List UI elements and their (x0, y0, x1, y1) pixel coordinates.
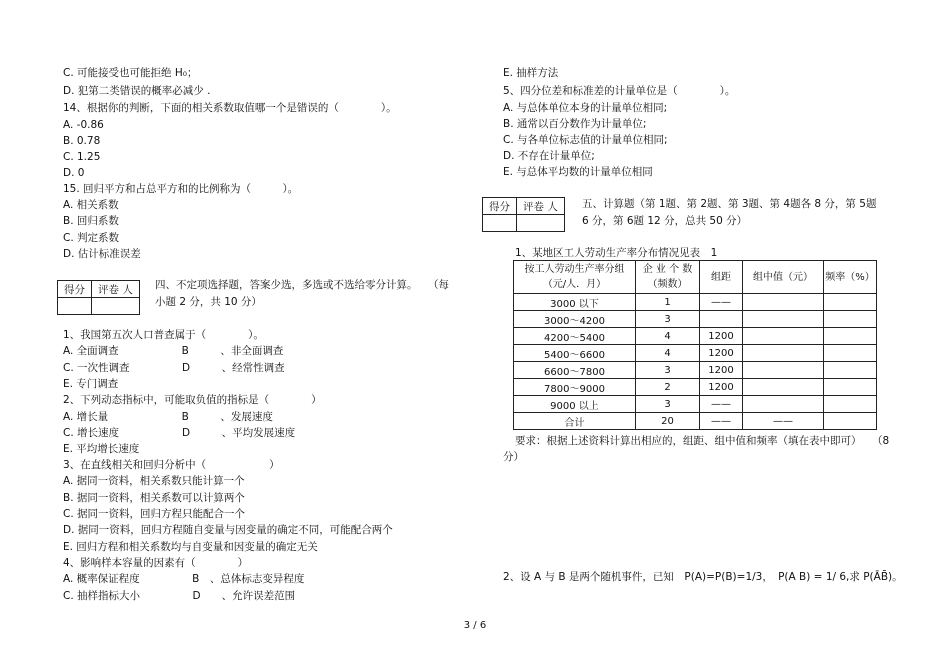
requirement-text: 要求：根据上述资料计算出相应的，组距、组中值和频率（填在表中即可） （8 (515, 435, 890, 447)
cell-group: 4200～5400 (514, 328, 636, 345)
score-cell (483, 215, 517, 232)
cell-group: 3000 以下 (514, 294, 636, 311)
cell-midpoint (743, 379, 824, 396)
option-d: D. 不存在计量单位; (503, 150, 595, 162)
mc-question-5: 5、四分位差和标准差的计量单位是（ ）。 (503, 85, 736, 97)
option-c: C. 判定系数 (63, 232, 120, 244)
option-line: A. 概率保证程度 B 、总体标志变异程度 (63, 573, 305, 585)
cell-midpoint (743, 294, 824, 311)
score-label: 得分 (483, 198, 517, 215)
cell-ratio (824, 311, 877, 328)
option-line: C. 据同一资料，回归方程只能配合一个 (63, 508, 246, 520)
section-4-heading: 四、不定项选择题，答案少选，多选或不选给零分计算。 （每 (155, 279, 449, 291)
cell-midpoint (743, 311, 824, 328)
cell-ratio (824, 345, 877, 362)
option-line: E. 平均增长速度 (63, 443, 140, 455)
option-e: E. 与总体平均数的计量单位相同 (503, 166, 653, 178)
table-row (514, 345, 877, 362)
cell-midpoint (743, 362, 824, 379)
table-row (514, 311, 877, 328)
section-5-heading: 五、计算题（第 1题、第 2题、第 3题、第 4题各 8 分，第 5题 (582, 198, 877, 210)
cell-ratio (824, 413, 877, 430)
cell-interval: 1200 (700, 379, 743, 396)
cell-interval: —— (700, 413, 743, 430)
option-a: A. 与总体单位本身的计量单位相同; (503, 102, 668, 114)
cell-frequency: 1 (636, 294, 700, 311)
question-15: 15. 回归平方和占总平方和的比例称为（ ）。 (63, 183, 299, 195)
mc-question-2: 2、下列动态指标中，可能取负值的指标是（ ） (63, 394, 322, 406)
table-row (514, 396, 877, 413)
option-a: A. 相关系数 (63, 199, 119, 211)
option-c: C. 1.25 (63, 151, 101, 163)
option-e: E. 抽样方法 (503, 67, 559, 79)
productivity-table (513, 260, 877, 430)
option-b: B. 0.78 (63, 135, 101, 147)
requirement-points: 分） (503, 451, 524, 463)
cell-midpoint (743, 328, 824, 345)
option-c: C. 与各单位标志值的计量单位相同; (503, 134, 668, 146)
table-row (514, 362, 877, 379)
cell-midpoint (743, 396, 824, 413)
cell-ratio (824, 396, 877, 413)
cell-ratio (824, 294, 877, 311)
option-line: E. 专门调查 (63, 378, 119, 390)
grader-label: 评卷 人 (92, 281, 140, 298)
header-ratio: 频率（%） (824, 261, 877, 294)
cell-interval: 1200 (700, 345, 743, 362)
cell-ratio (824, 379, 877, 396)
option-b: B. 回归系数 (63, 215, 119, 227)
grader-label: 评卷 人 (517, 198, 565, 215)
section-5-points: 6 分，第 6题 12 分，总共 50 分） (582, 215, 748, 227)
calc-question-2: 2、设 A 与 B 是两个随机事件，已知 P(A)=P(B)=1/3， P(A B) = 1/ 6,求 P(ĀB̄)。 (503, 571, 903, 583)
mc-question-3: 3、在直线相关和回归分析中（ ） (63, 459, 280, 471)
table-row (514, 379, 877, 396)
cell-group: 6600～7800 (514, 362, 636, 379)
header-group: 按工人劳动生产率分组（元/人．月） (514, 261, 636, 294)
header-midpoint: 组中值（元） (743, 261, 824, 294)
option-line: C. 抽样指标大小 D 、允许误差范围 (63, 590, 296, 602)
header-frequency: 企 业 个 数（频数） (636, 261, 700, 294)
cell-frequency: 4 (636, 328, 700, 345)
option-line: C. 一次性调查 D 、经常性调查 (63, 362, 285, 374)
cell-group: 7800～9000 (514, 379, 636, 396)
cell-frequency: 2 (636, 379, 700, 396)
section-4-points: 小题 2 分，共 10 分） (155, 296, 262, 308)
grader-cell (92, 298, 140, 315)
cell-group: 合计 (514, 413, 636, 430)
table-row (514, 328, 877, 345)
cell-group: 5400～6600 (514, 345, 636, 362)
option-d: D. 估计标准误差 (63, 248, 141, 260)
page-number: 3 / 6 (463, 620, 487, 631)
question-14: 14、根据你的判断，下面的相关系数取值哪一个是错误的（ ）。 (63, 102, 397, 114)
cell-interval: —— (700, 294, 743, 311)
option-d: D. 0 (63, 167, 85, 179)
cell-interval: 1200 (700, 362, 743, 379)
table-header-row (514, 261, 877, 294)
score-cell (58, 298, 92, 315)
cell-frequency: 3 (636, 362, 700, 379)
grader-cell (517, 215, 565, 232)
cell-midpoint (743, 345, 824, 362)
cell-interval (700, 311, 743, 328)
mc-question-4: 4、影响样本容量的因素有（ ） (63, 557, 249, 569)
table-row (514, 413, 877, 430)
score-box-left (57, 280, 140, 315)
cell-frequency: 4 (636, 345, 700, 362)
option-line: A. 增长量 B 、发展速度 (63, 411, 273, 423)
table-row (514, 294, 877, 311)
option-line: C. 增长速度 D 、平均发展速度 (63, 427, 296, 439)
cell-group: 3000～4200 (514, 311, 636, 328)
option-line: B. 据同一资料，相关系数可以计算两个 (63, 492, 245, 504)
option-d-line: D. 犯第二类错误的概率必减少 . (63, 85, 211, 97)
option-a: A. -0.86 (63, 119, 104, 131)
cell-interval: 1200 (700, 328, 743, 345)
cell-midpoint: —— (743, 413, 824, 430)
option-line: D. 据同一资料，回归方程随自变量与因变量的确定不同，可能配合两个 (63, 524, 393, 536)
header-interval: 组距 (700, 261, 743, 294)
cell-interval: —— (700, 396, 743, 413)
cell-group: 9000 以上 (514, 396, 636, 413)
cell-frequency: 3 (636, 396, 700, 413)
score-label: 得分 (58, 281, 92, 298)
calc-question-1: 1、某地区工人劳动生产率分布情况见表 1 (515, 247, 718, 259)
option-c-line: C. 可能接受也可能拒绝 H₀； (63, 67, 198, 79)
cell-frequency: 3 (636, 311, 700, 328)
cell-ratio (824, 328, 877, 345)
score-box-right (482, 197, 565, 232)
cell-ratio (824, 362, 877, 379)
mc-question-1: 1、我国第五次人口普查属于（ ）。 (63, 329, 264, 341)
option-line: E. 回归方程和相关系数均与自变量和因变量的确定无关 (63, 541, 318, 553)
cell-frequency: 20 (636, 413, 700, 430)
option-b: B. 通常以百分数作为计量单位; (503, 118, 647, 130)
option-line: A. 全面调查 B 、非全面调查 (63, 345, 284, 357)
option-line: A. 据同一资料，相关系数只能计算一个 (63, 475, 245, 487)
